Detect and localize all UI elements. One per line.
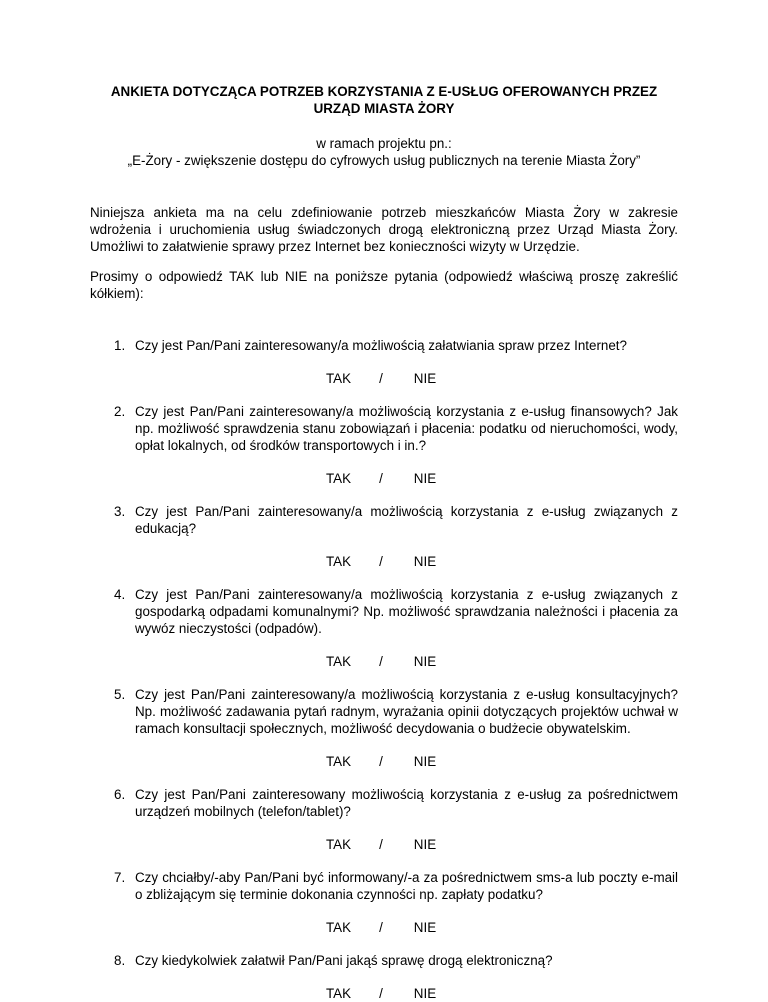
question-item-4 (90, 586, 678, 670)
answer-separator: / (379, 986, 383, 1002)
question-text: Czy jest Pan/Pani zainteresowany/a możliwością korzystania z e-usług związanych z edukacją? (135, 504, 678, 537)
answer-no[interactable]: NIE (413, 920, 437, 936)
title-line-1: ANKIETA DOTYCZĄCA POTRZEB KORZYSTANIA Z E-USŁUG OFEROWANYCH PRZEZ (110, 84, 658, 99)
instruction-paragraph: Prosimy o odpowiedź TAK lub NIE na poniższe pytania (odpowiedź właściwą proszę zakreślić kółkiem): (90, 269, 678, 302)
question-item-3 (90, 503, 678, 570)
answer-no[interactable]: NIE (413, 371, 437, 387)
answer-no[interactable]: NIE (413, 471, 437, 487)
question-item-7 (90, 869, 678, 936)
question-number: 5. (114, 687, 126, 703)
answer-separator: / (379, 754, 383, 770)
answer-no[interactable]: NIE (413, 654, 437, 670)
question-number: 1. (114, 338, 126, 354)
document-title (90, 0, 678, 117)
question-number: 6. (114, 787, 126, 803)
answer-options (135, 553, 678, 570)
question-item-1 (90, 337, 678, 387)
answer-no[interactable]: NIE (413, 986, 437, 1002)
question-text: Czy chciałby/-aby Pan/Pani być informowany/-a za pośrednictwem sms-a lub poczty e-mail o zbliżającym się terminie dokonania czynności np. zapłaty podatku? (135, 870, 678, 903)
intro-paragraph: Niniejsza ankieta ma na celu zdefiniowanie potrzeb mieszkańców Miasta Żory w zakresie wdrożenia i uruchomienia usług świadczonych drogą elektroniczną przez Urząd Miasta Żory. Umożliwi to załatwienie sprawy przez Internet bez konieczności wizyty w Urzędzie. (90, 205, 678, 254)
question-item-6 (90, 786, 678, 853)
question-number: 7. (114, 870, 126, 886)
answer-yes[interactable]: TAK (326, 837, 352, 853)
question-text: Czy jest Pan/Pani zainteresowany możliwością korzystania z e-usług za pośrednictwem urządzeń mobilnych (telefon/tablet)? (135, 787, 678, 820)
question-item-5 (90, 686, 678, 770)
question-number: 2. (114, 404, 126, 420)
question-number: 3. (114, 504, 126, 520)
questions-list (90, 337, 678, 1002)
question-text: Czy jest Pan/Pani zainteresowany/a możliwością korzystania z e-usług finansowych? Jak np. możliwość sprawdzenia stanu zobowiązań i płacenia: podatku od nieruchomości, wody, opłat lokalnych, od środków transportowych i in.? (135, 404, 678, 454)
answer-no[interactable]: NIE (413, 837, 437, 853)
answer-options (135, 470, 678, 487)
question-number: 4. (114, 587, 126, 603)
answer-separator: / (379, 371, 383, 387)
answer-options (135, 836, 678, 853)
answer-options (135, 919, 678, 936)
answer-yes[interactable]: TAK (326, 920, 352, 936)
project-subtitle (90, 135, 678, 169)
question-text: Czy jest Pan/Pani zainteresowany/a możliwością załatwiania spraw przez Internet? (135, 338, 627, 354)
answer-yes[interactable]: TAK (326, 371, 352, 387)
answer-separator: / (379, 471, 383, 487)
answer-separator: / (379, 837, 383, 853)
question-text: Czy kiedykolwiek załatwił Pan/Pani jakąś sprawę drogą elektroniczną? (135, 953, 553, 969)
question-text: Czy jest Pan/Pani zainteresowany/a możliwością korzystania z e-usług konsultacyjnych? Np. możliwość zadawania pytań radnym, wyrażania opinii dotyczących projektów uchwał w ramach konsultacji społecznych, możliwość decydowania o budżecie obywatelskim. (135, 687, 678, 737)
answer-no[interactable]: NIE (413, 754, 437, 770)
subtitle-line-1: w ramach projektu pn.: (316, 136, 452, 151)
answer-yes[interactable]: TAK (326, 986, 352, 1002)
question-text: Czy jest Pan/Pani zainteresowany/a możliwością korzystania z e-usług związanych z gospodarką odpadami komunalnymi? Np. możliwość sprawdzania należności i płacenia za wywóz nieczystości (odpadów). (135, 587, 678, 637)
answer-yes[interactable]: TAK (326, 654, 352, 670)
answer-separator: / (379, 554, 383, 570)
answer-separator: / (379, 654, 383, 670)
answer-options (135, 370, 678, 387)
answer-yes[interactable]: TAK (326, 471, 352, 487)
question-item-2 (90, 403, 678, 487)
subtitle-line-2: „E-Żory - zwiększenie dostępu do cyfrowych usług publicznych na terenie Miasta Żory” (127, 153, 641, 168)
answer-no[interactable]: NIE (413, 554, 437, 570)
question-number: 8. (114, 953, 126, 969)
answer-separator: / (379, 920, 383, 936)
answer-options (135, 753, 678, 770)
answer-yes[interactable]: TAK (326, 554, 352, 570)
question-item-8 (90, 952, 678, 1002)
answer-yes[interactable]: TAK (326, 754, 352, 770)
answer-options (135, 653, 678, 670)
title-line-2: URZĄD MIASTA ŻORY (313, 101, 455, 116)
